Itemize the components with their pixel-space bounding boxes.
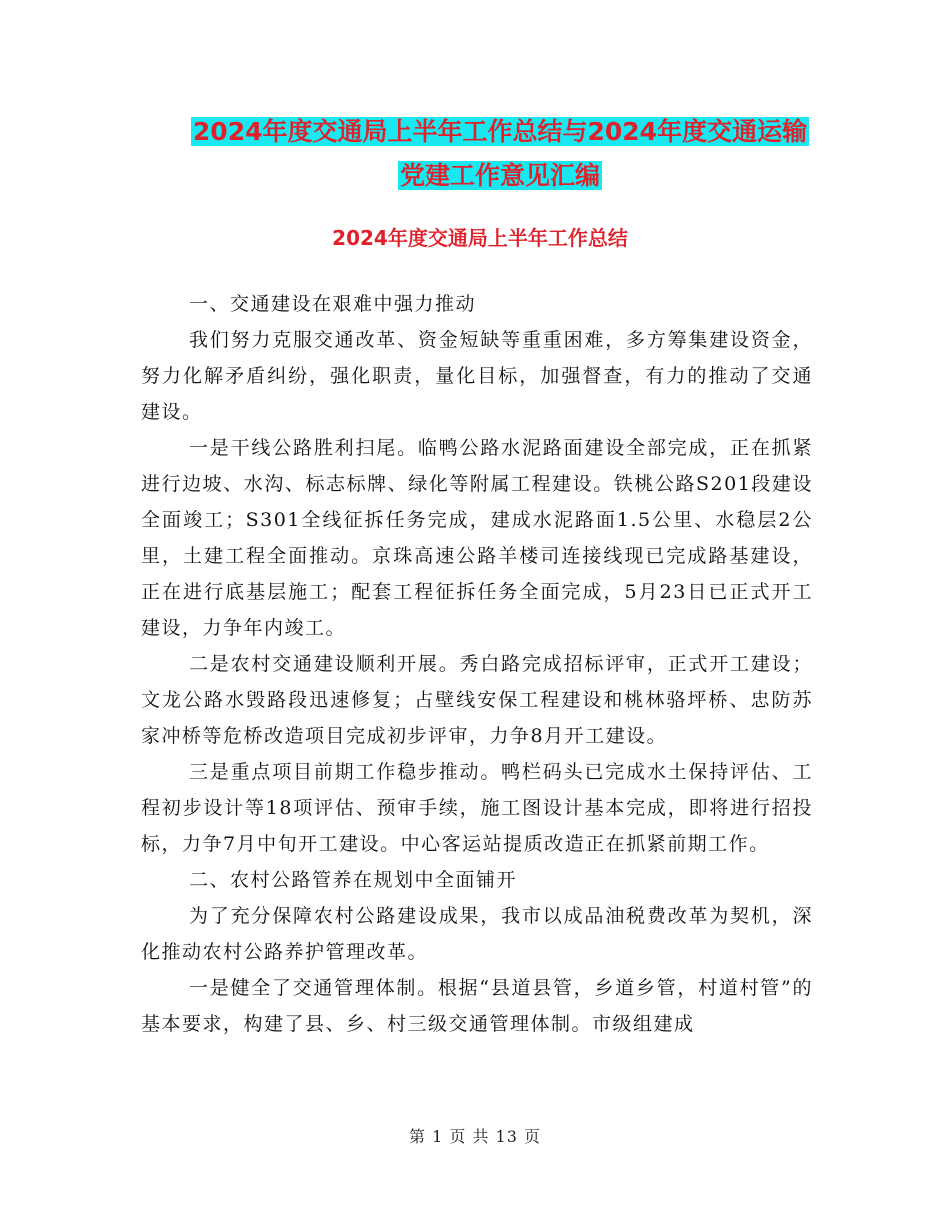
document-title-text-2: 党建工作意见汇编 bbox=[399, 161, 600, 190]
body-paragraph: 我们努力克服交通改革、资金短缺等重重困难，多方筹集建设资金，努力化解矛盾纠纷，强化职责，量化目标，加强督查，有力的推动了交通建设。 bbox=[141, 329, 813, 423]
heading-paragraph-1: 一、交通建设在艰难中强力推动 bbox=[189, 293, 477, 315]
section-heading: 2024年度交通局上半年工作总结 bbox=[332, 226, 628, 250]
body-paragraph: 二是农村交通建设顺利开展。秀白路完成招标评审，正式开工建设；文龙公路水毁路段迅速修复；占壁线安保工程建设和桃林骆坪桥、忠防苏家冲桥等危桥改造项目完成初步评审，力争8月开工建设。 bbox=[141, 653, 813, 747]
body-text bbox=[141, 286, 813, 1042]
document-title-line-1 bbox=[150, 114, 850, 150]
document-title-line-2 bbox=[150, 158, 850, 194]
body-paragraph: 一是健全了交通管理体制。根据“县道县管，乡道乡管，村道村管”的基本要求，构建了县、乡、村三级交通管理体制。市级组建成 bbox=[141, 977, 813, 1035]
document-title-text-1: 2024年度交通局上半年工作总结与2024年度交通运输 bbox=[192, 117, 808, 146]
body-paragraph: 三是重点项目前期工作稳步推动。鸭栏码头已完成水土保持评估、工程初步设计等18项评估、预审手续，施工图设计基本完成，即将进行招投标，力争7月中旬开工建设。中心客运站提质改造正在抓紧前期工作。 bbox=[141, 761, 813, 855]
page-number-footer: 第 1 页 共 13 页 bbox=[409, 1127, 541, 1146]
body-paragraph: 为了充分保障农村公路建设成果，我市以成品油税费改革为契机，深化推动农村公路养护管理改革。 bbox=[141, 905, 813, 963]
heading-paragraph-2: 二、农村公路管养在规划中全面铺开 bbox=[189, 869, 518, 891]
body-paragraph: 一是干线公路胜利扫尾。临鸭公路水泥路面建设全部完成，正在抓紧进行边坡、水沟、标志标牌、绿化等附属工程建设。铁桃公路S201段建设全面竣工；S301全线征拆任务完成，建成水泥路面1.5公里、水稳层2公里，土建工程全面推动。京珠高速公路羊楼司连接线现已完成路基建设，正在进行底基层施工；配套工程征拆任务全面完成，5月23日已正式开工建设，力争年内竣工。 bbox=[141, 437, 813, 639]
